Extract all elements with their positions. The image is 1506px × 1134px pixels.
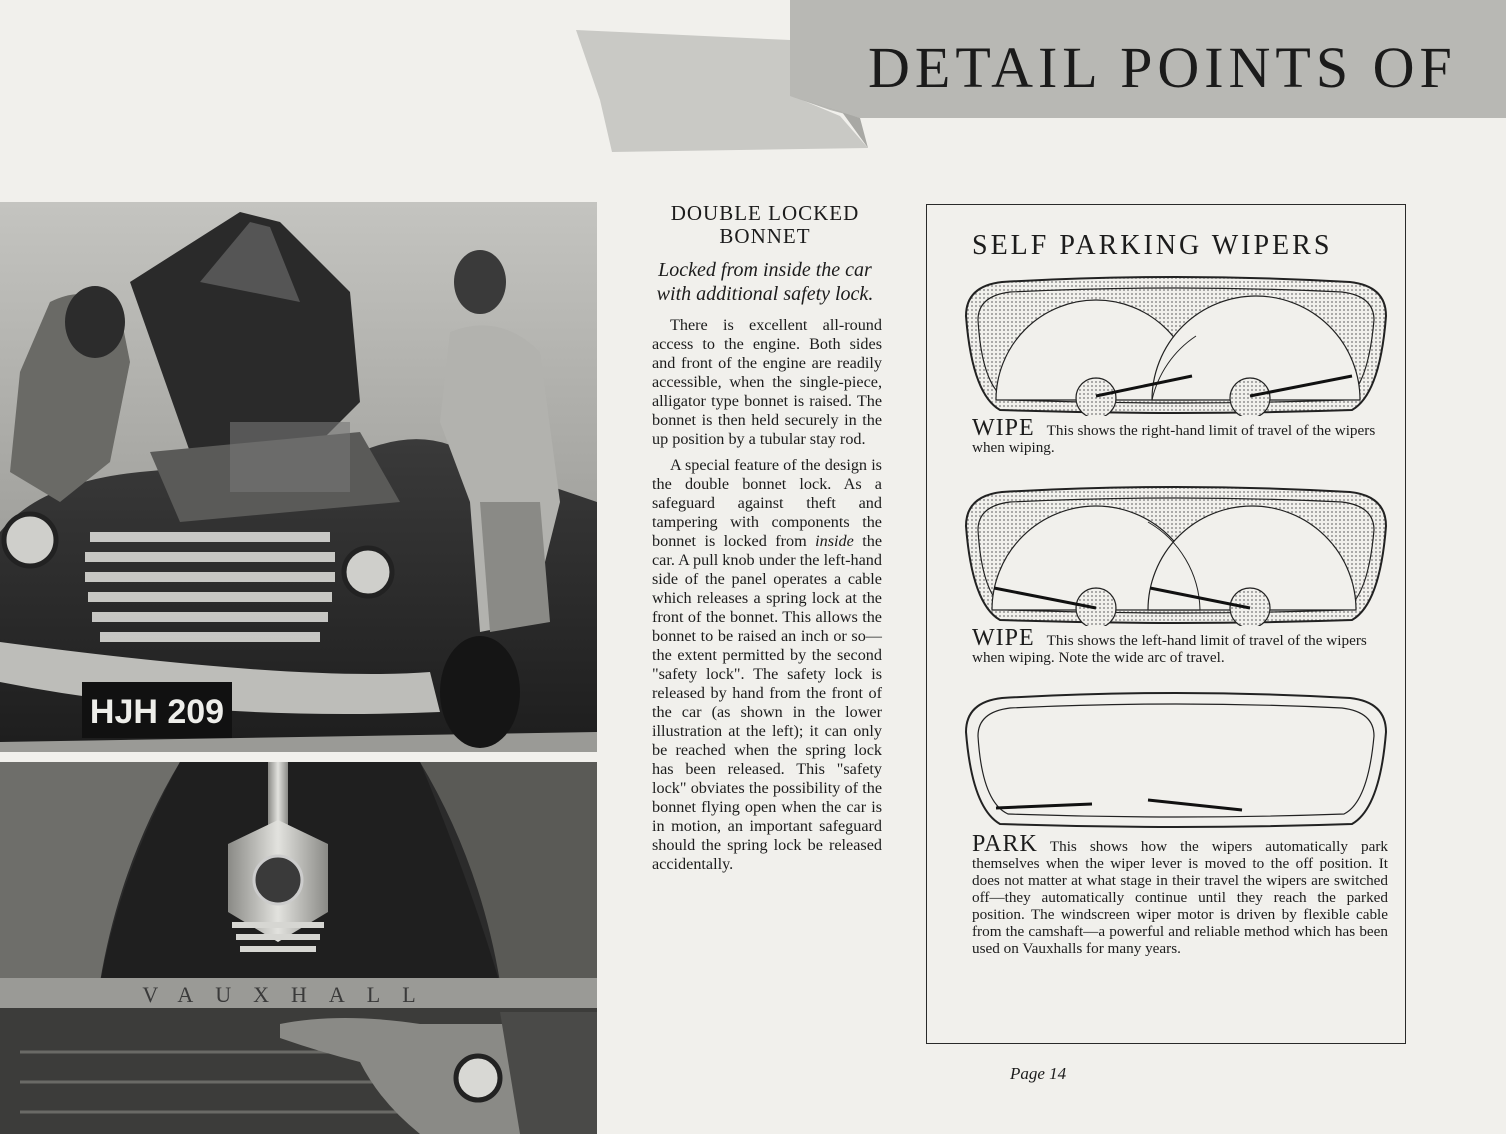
safety-lock-photo [0,762,597,1134]
bonnet-heading-line-1: DOUBLE LOCKED [670,201,860,225]
wipe-left-diagram [962,486,1390,626]
page-title: DETAIL POINTS OF [868,35,1457,100]
bonnet-subheading-line-1: Locked from inside the car [658,259,872,281]
bonnet-paragraph-1: There is excellent all-round access to the engine. Both sides and front of the engine are readily accessible, when the single-piece, alligator type bonnet is raised. The bonnet is then held securely in the up position by a tubular stay rod. [652,316,882,448]
bonnet-body [652,316,882,881]
bonnet-paragraph-2-emphasis: inside [815,532,854,550]
bonnet-heading-line-2: BONNET [719,224,811,248]
bonnet-paragraph-2 [652,456,882,874]
wipe-left-caption [972,625,1388,666]
bonnet-paragraph-2-start: A special feature of the design is the double bonnet lock. As a safeguard against theft and tampering with components the bonnet is locked from [652,456,882,550]
bonnet-subheading-line-2: with additional safety lock. [656,283,874,305]
park-caption [972,831,1388,957]
wipe-right-diagram [962,276,1390,416]
park-diagram [962,692,1390,830]
wiper-panel-title: SELF PARKING WIPERS [972,230,1333,261]
car-bonnet-photo [0,202,597,752]
page-number: Page 14 [1010,1064,1067,1083]
wipe-left-label: WIPE [972,625,1035,651]
wipe-right-label: WIPE [972,415,1035,441]
wipe-right-caption [972,415,1388,456]
number-plate: HJH 209 [89,693,225,731]
park-text: This shows how the wipers automatically park themselves when the wiper lever is moved to the off position. It does not matter at what stage in their travel the wipers are switched off—they automatically continue until they reach the parked position. The windscreen wiper motor is driven by flexible cable from the camshaft—a powerful and reliable method which has been used on Vauxhalls for many years. [972,838,1388,957]
wipe-left-text: This shows the left-hand limit of travel of the wipers when wiping. Note the wide arc of travel. [972,632,1367,666]
park-label: PARK [972,831,1038,857]
bonnet-heading [640,202,890,248]
bonnet-subheading [640,258,890,306]
wipe-right-text: This shows the right-hand limit of travel of the wipers when wiping. [972,422,1376,456]
bonnet-paragraph-2-end: the car. A pull knob under the left-hand side of the panel operates a cable which releases a spring lock at the front of the bonnet. This allows the bonnet to be raised an inch or so—the extent permitted by the second "safety lock". The safety lock is released by hand from the front of the car (as shown in the lower illustration at the left); it can only be reached when the spring lock has been released. This "safety lock" obviates the possibility of the bonnet flying open when the car is in motion, an important safeguard should the spring lock be released accidentally. [652,532,883,873]
vauxhall-lettering: VAUXHALL [142,982,438,1007]
